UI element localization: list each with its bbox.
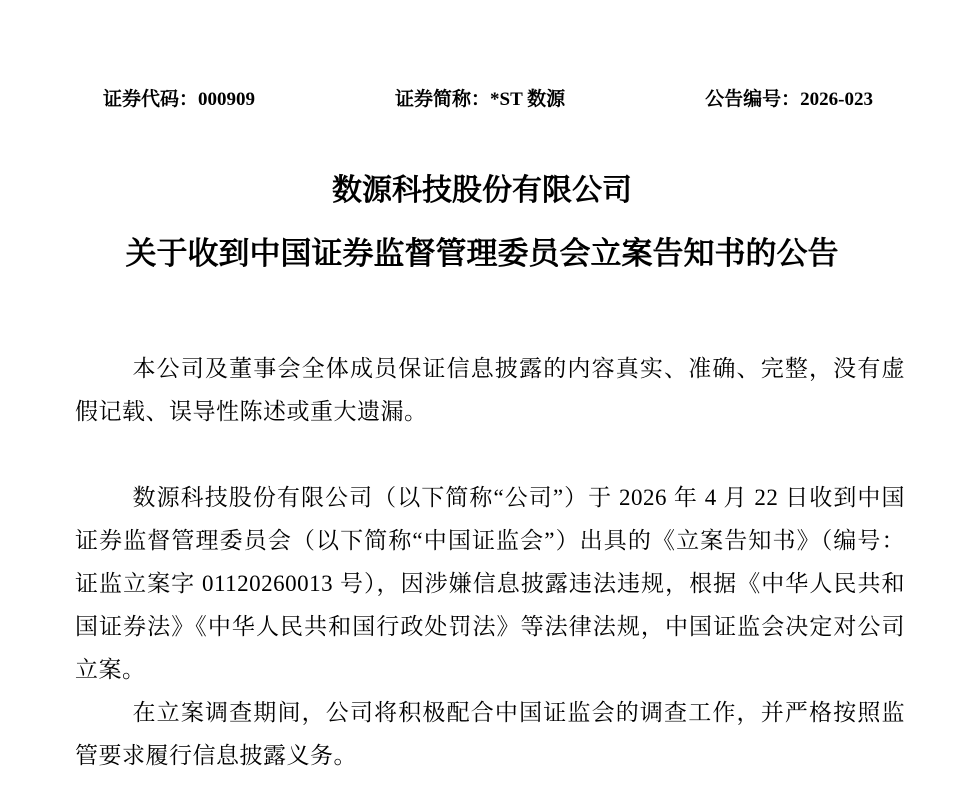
stock-code: 证券代码：000909	[103, 89, 256, 110]
company-name-title: 数源科技股份有限公司	[332, 174, 632, 207]
announcement-title: 关于收到中国证券监督管理委员会立案告知书的公告	[125, 236, 839, 271]
document-body	[0, 347, 964, 777]
case-filing-paragraph: 数源科技股份有限公司（以下简称“公司”）于 2026 年 4 月 22 日收到中国证券监督管理委员会（以下简称“中国证监会”）出具的《立案告知书》（编号：证监立案字 01120260013 号），因涉嫌信息披露违法违规，根据《中华人民共和国证券法》《中华人民共和国行政处罚法》等法律法规，中国证监会决定对公司立案。	[75, 484, 905, 682]
document-header	[0, 0, 964, 111]
announcement-number: 公告编号：2026-023	[705, 89, 873, 110]
disclaimer-paragraph: 本公司及董事会全体成员保证信息披露的内容真实、准确、完整，没有虚假记载、误导性陈述或重大遗漏。	[75, 355, 905, 424]
stock-short-name: 证券简称：*ST 数源	[395, 89, 566, 110]
investigation-cooperation-paragraph: 在立案调查期间，公司将积极配合中国证监会的调查工作，并严格按照监管要求履行信息披露义务。	[75, 699, 905, 768]
